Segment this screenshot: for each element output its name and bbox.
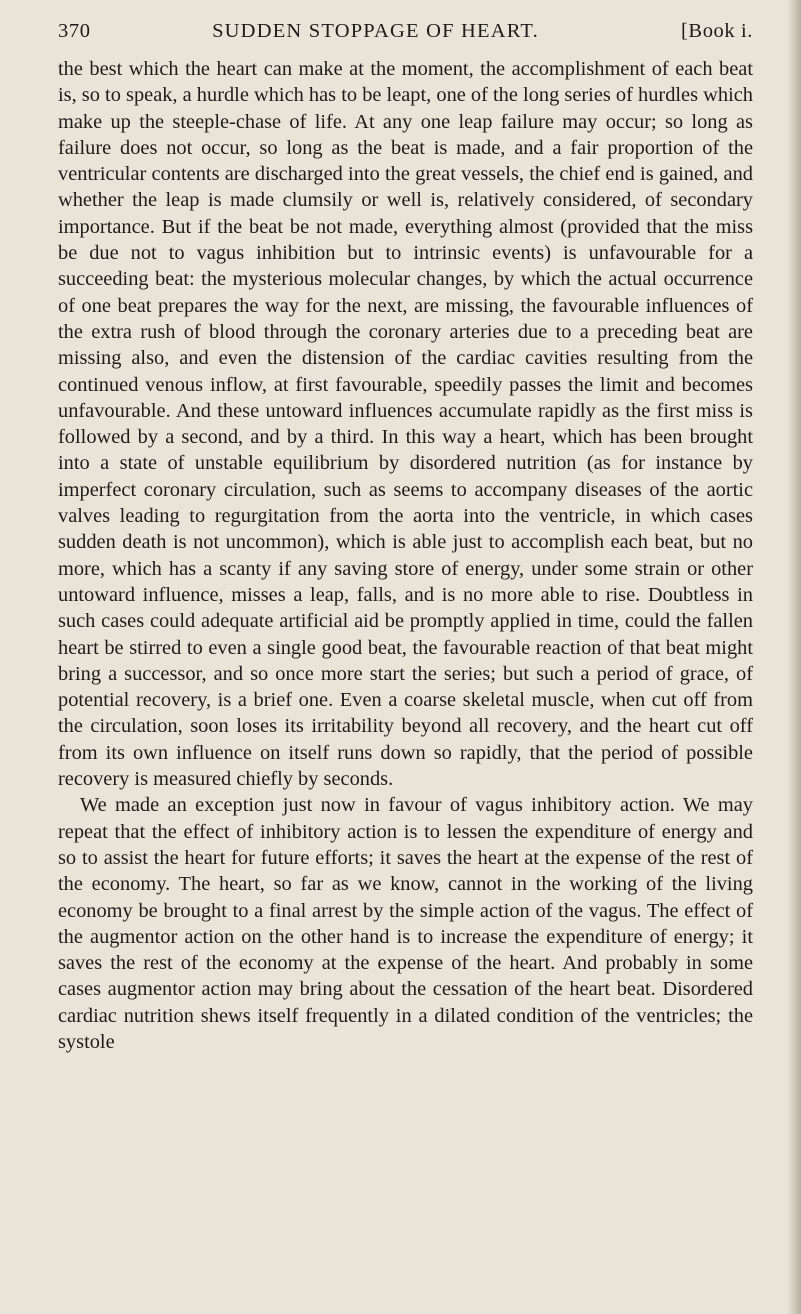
book-marker: [Book i.: [681, 20, 753, 42]
paragraph-2: We made an exception just now in favour of vagus inhibitory action. We may repeat that the effect of inhibitory action is to lessen the expenditure of energy and so to assist the heart for future efforts; it saves the heart at the expense of the rest of the economy. The heart, so far as we know, cannot in the working of the living economy be brought to a final arrest by the simple action of the vagus. The effect of the augmentor action on the other hand is to increase the expenditure of energy; it saves the rest of the economy at the expense of the heart. And probably in some cases augmentor action may bring about the cessation of the heart beat. Disordered cardiac nutrition shews itself frequently in a dilated condition of the ventricles; the systole: [58, 794, 753, 1053]
running-title: SUDDEN STOPPAGE OF HEART.: [212, 20, 539, 42]
body-text: [58, 56, 753, 1055]
page-edge-shadow: [787, 0, 801, 1314]
page-number: 370: [58, 20, 91, 42]
paragraph-1: the best which the heart can make at the moment, the accomplishment of each beat is, so to speak, a hurdle which has to be leapt, one of the long series of hurdles which make up the steeple-chase of life. At any one leap failure may occur; so long as failure does not occur, so long as the beat is made, and a fair proportion of the ventricular contents are discharged into the great vessels, the chief end is gained, and whether the leap is made clumsily or well is, relatively considered, of secondary importance. But if the beat be not made, everything almost (provided that the miss be due not to vagus inhibition but to intrinsic events) is unfavourable for a succeeding beat: the mysterious molecular changes, by which the actual occurrence of one beat prepares the way for the next, are missing, the favourable influences of the extra rush of blood through the coronary arteries due to a preceding beat are missing also, and even the distension of the cardiac cavities resulting from the continued venous inflow, at first favourable, speedily passes the limit and becomes unfavourable. And these untoward influences accumulate rapidly as the first miss is followed by a second, and by a third. In this way a heart, which has been brought into a state of unstable equilibrium by disordered nutrition (as for instance by imperfect coronary circulation, such as seems to accompany diseases of the aortic valves leading to regurgitation from the aorta into the ventricle, in which cases sudden death is not uncommon), which is able just to accomplish each beat, but no more, which has a scanty if any saving store of energy, under some strain or other untoward influence, misses a leap, falls, and is no more able to rise. Doubtless in such cases could adequate artificial aid be promptly applied in time, could the fallen heart be stirred to even a single good beat, the favourable reaction of that beat might bring a successor, and so once more start the series; but such a period of grace, of potential recovery, is a brief one. Even a coarse skeletal muscle, when cut off from the circulation, soon loses its irritability beyond all recovery, and the heart cut off from its own influence on itself runs down so rapidly, that the period of possible recovery is measured chiefly by seconds.: [58, 58, 753, 791]
running-head: [58, 20, 753, 43]
